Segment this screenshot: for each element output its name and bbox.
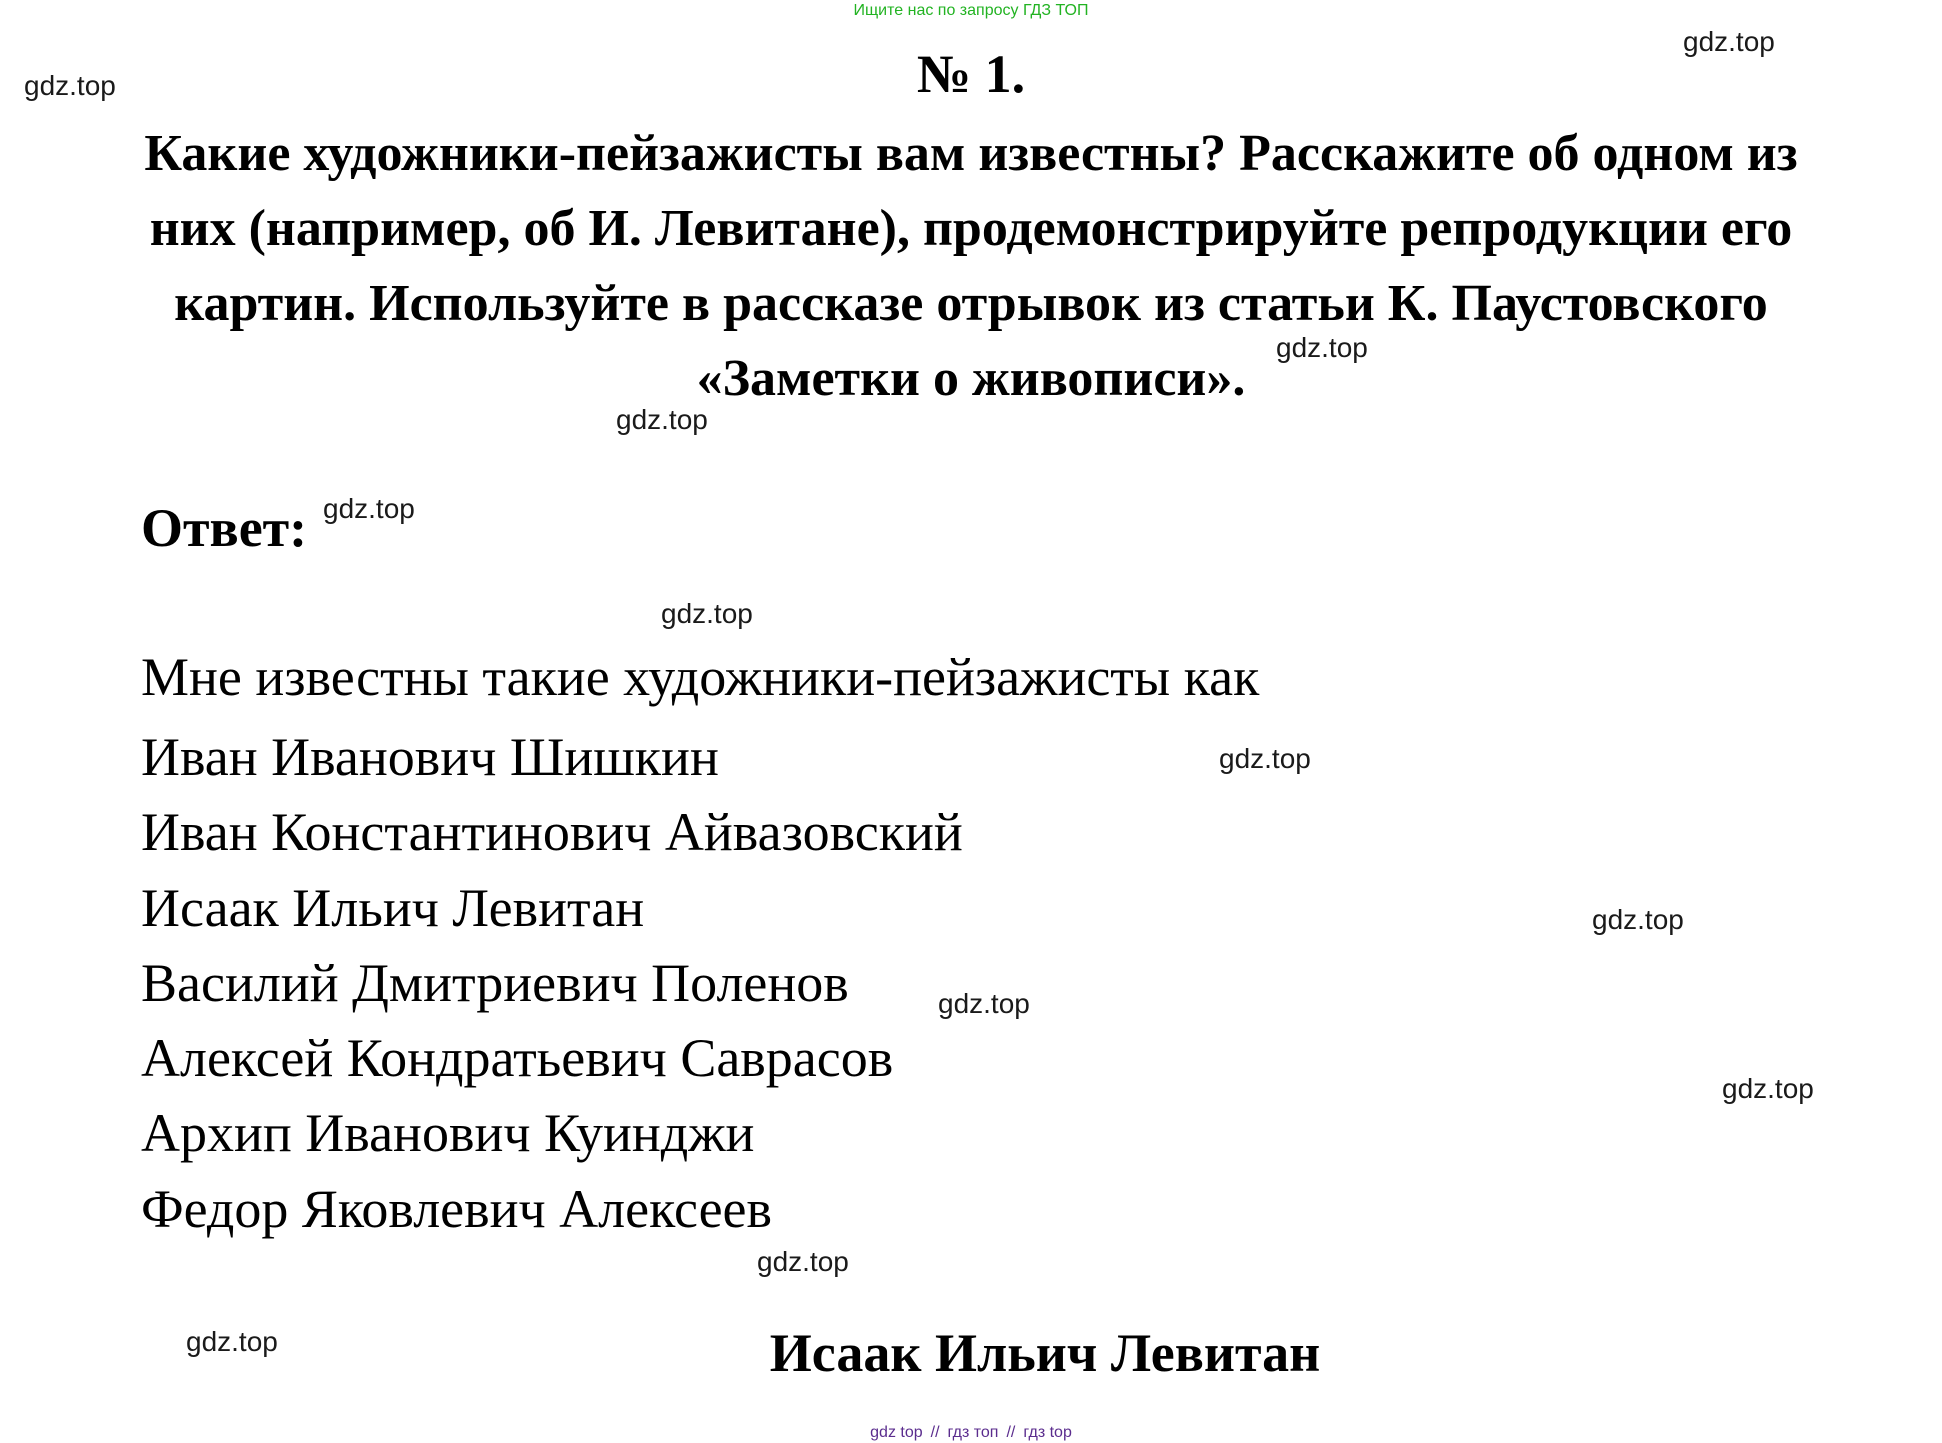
bottom-link[interactable]: gdz top <box>870 1424 923 1441</box>
separator: // <box>1006 1424 1016 1441</box>
answer-intro: Мне известны такие художники-пейзажисты как <box>141 647 1260 707</box>
artist-item: Исаак Ильич Левитан <box>141 877 645 938</box>
artist-item: Федор Яковлевич Алексеев <box>141 1178 773 1239</box>
separator: // <box>930 1424 940 1441</box>
artist-item: Иван Иванович Шишкин <box>141 727 719 787</box>
artist-item: Иван Константинович Айвазовский <box>141 802 963 863</box>
question-line: Какие художники-пейзажисты вам известны? Расскажите об одном из <box>144 125 1798 182</box>
watermark: gdz.top <box>757 1246 849 1277</box>
bottom-links <box>0 1424 1942 1442</box>
task-number: № 1. <box>916 44 1026 104</box>
artist-list <box>141 720 963 1247</box>
top-ad-link[interactable]: Ищите нас по запросу ГДЗ ТОП <box>853 2 1089 19</box>
watermark: gdz.top <box>1683 26 1775 57</box>
watermark: gdz.top <box>661 598 753 629</box>
watermark: gdz.top <box>938 988 1030 1019</box>
section-heading: Исаак Ильич Левитан <box>769 1323 1321 1383</box>
question-line: картин. Используйте в рассказе отрывок из статьи К. Паустовского <box>174 275 1768 332</box>
question-line: «Заметки о живописи». <box>696 350 1246 407</box>
watermark: gdz.top <box>186 1326 278 1357</box>
watermark: gdz.top <box>1276 332 1368 363</box>
artist-item: Алексей Кондратьевич Саврасов <box>141 1028 894 1089</box>
bottom-link[interactable]: гдз топ <box>947 1424 999 1441</box>
watermark: gdz.top <box>1592 904 1684 935</box>
question-line: них (например, об И. Левитане), продемонстрируйте репродукции его <box>149 200 1793 257</box>
watermark: gdz.top <box>616 404 708 435</box>
artist-item: Василий Дмитриевич Поленов <box>141 952 849 1013</box>
watermark: gdz.top <box>24 70 116 101</box>
artist-item: Архип Иванович Куинджи <box>141 1103 755 1164</box>
watermark: gdz.top <box>1219 743 1311 774</box>
bottom-link[interactable]: гдз top <box>1023 1424 1072 1441</box>
watermark: gdz.top <box>323 493 415 524</box>
watermark: gdz.top <box>1722 1073 1814 1104</box>
question-text <box>20 116 1922 416</box>
answer-label: Ответ: <box>141 498 308 558</box>
